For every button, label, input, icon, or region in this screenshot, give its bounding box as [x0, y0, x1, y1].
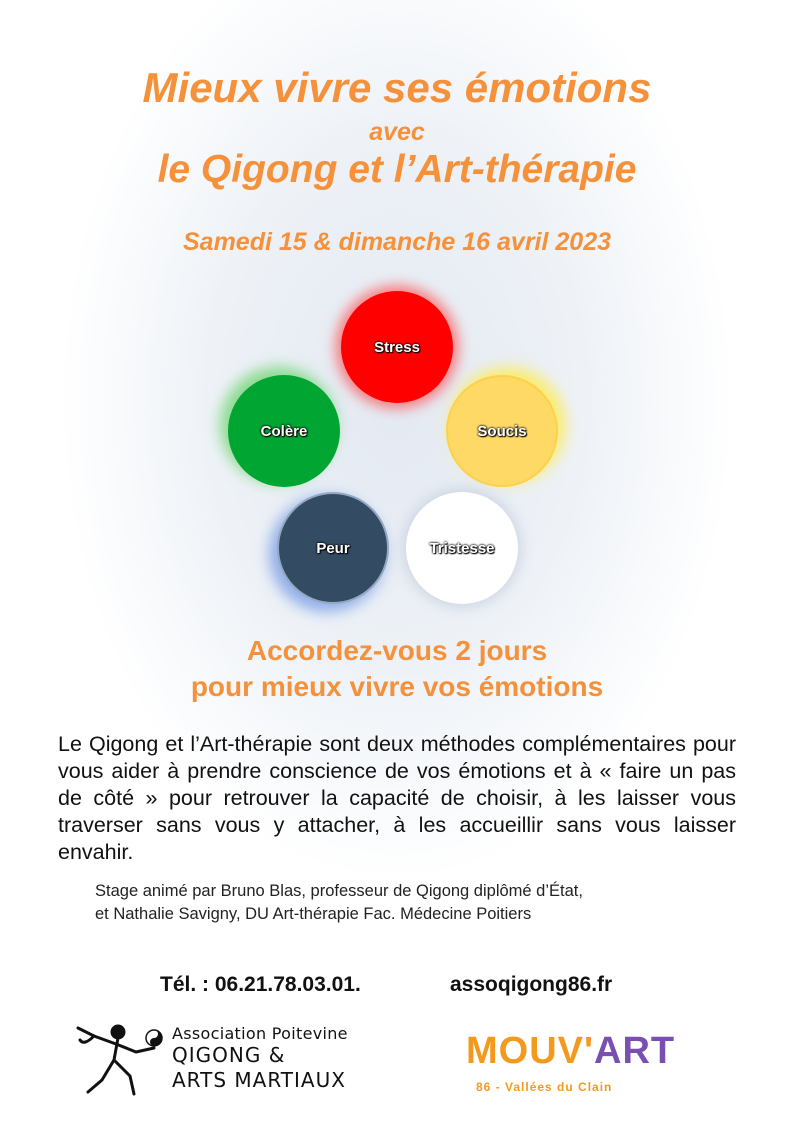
- website-link[interactable]: assoqigong86.fr: [450, 973, 613, 996]
- emotion-label: Peur: [316, 539, 350, 557]
- mouvart-suffix: ART: [594, 1030, 676, 1072]
- accordez-heading: [0, 633, 794, 705]
- emotion-label: Tristesse: [429, 539, 495, 557]
- emotion-label: Soucis: [477, 422, 527, 440]
- emotion-circle-tristesse: [406, 492, 518, 604]
- emotion-circle-stress: [341, 291, 453, 403]
- stage-line2: et Nathalie Savigny, DU Art-thérapie Fac. Médecine Poitiers: [95, 905, 532, 923]
- mouvart-wordmark: [466, 1030, 675, 1073]
- emotion-circle-soucis: [446, 375, 558, 487]
- title-avec: avec: [369, 118, 425, 146]
- title-main: Mieux vivre ses émotions: [142, 64, 652, 111]
- association-logo: [74, 1018, 384, 1098]
- mouvart-prefix: MOUV': [466, 1030, 595, 1072]
- assoc-name-line3: ARTS MARTIAUX: [172, 1068, 346, 1092]
- stage-line1: Stage animé par Bruno Blas, professeur de Qigong diplômé d’État,: [95, 882, 583, 900]
- qigong-figure-icon: [74, 1018, 174, 1098]
- emotion-label: Stress: [374, 338, 420, 356]
- assoc-name-line1: Association Poitevine: [172, 1024, 348, 1043]
- accordez-line1: Accordez-vous 2 jours: [246, 635, 548, 666]
- mouvart-subtitle: 86 - Vallées du Clain: [476, 1080, 613, 1094]
- title-subtitle: le Qigong et l’Art-thérapie: [157, 148, 637, 191]
- emotion-circle-peur: [277, 492, 389, 604]
- phone-number: Tél. : 06.21.78.03.01.: [160, 973, 361, 996]
- event-date: Samedi 15 & dimanche 16 avril 2023: [182, 228, 611, 256]
- emotion-label: Colère: [260, 422, 308, 440]
- mouvart-logo: [466, 1030, 706, 1100]
- accordez-line2: pour mieux vivre vos émotions: [190, 671, 604, 702]
- stage-info: [95, 880, 735, 926]
- emotion-circle-colere: [228, 375, 340, 487]
- assoc-name-line2: QIGONG &: [172, 1043, 286, 1067]
- description-paragraph: Le Qigong et l’Art-thérapie sont deux méthodes complémentaires pour vous aider à prendre conscience de vos émotions et à « faire un pas de côté » pour retrouver la capacité de choisir, à les laisser vous traverser sans vous y attacher, à les accueillir sans vous laisser envahir.: [58, 732, 736, 864]
